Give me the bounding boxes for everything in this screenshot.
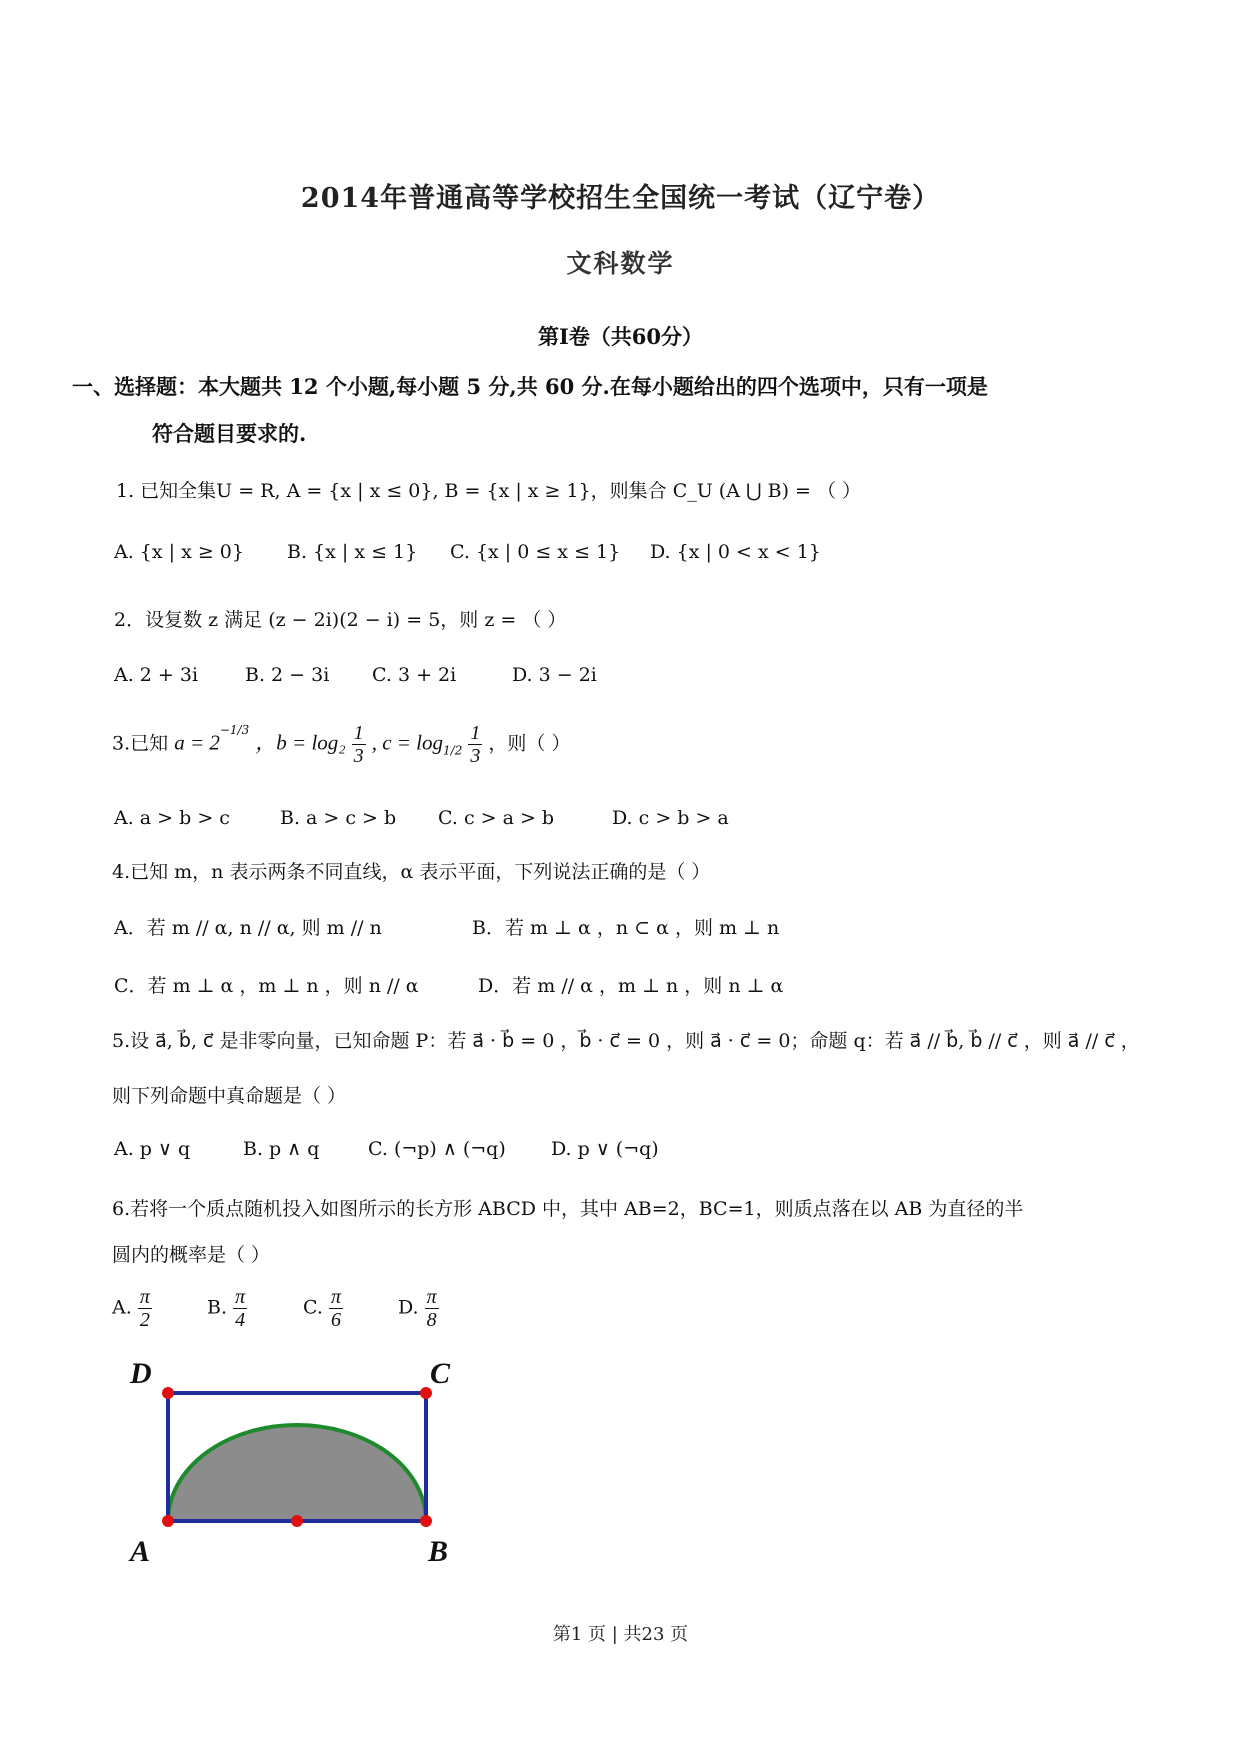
q3-suffix: ，则（ ） <box>488 732 571 755</box>
semicircle-region <box>168 1425 426 1521</box>
question-5-stem-cont: 则下列命题中真命题是（ ） <box>112 1085 347 1107</box>
exam-title: 2014年普通高等学校招生全国统一考试（辽宁卷） <box>300 183 941 214</box>
question-4-option-c: C．若 m ⊥ α ，m ⊥ n ，则 n // α <box>114 975 419 997</box>
volume-heading: 第Ⅰ卷（共60分） <box>537 324 704 349</box>
question-6-stem-cont: 圆内的概率是（ ） <box>112 1244 271 1266</box>
question-1-stem: 1. 已知全集U = R, A = {x | x ≤ 0}, B = {x | x ≥ 1}，则集合 C_U (A ⋃ B) = （ ） <box>116 480 862 502</box>
point-a <box>162 1515 174 1527</box>
question-3-option-c: C. c > a > b <box>438 807 555 829</box>
question-2-option-b: B. 2 − 3i <box>245 664 330 686</box>
point-b <box>420 1515 432 1527</box>
q3-c-expr: , c = log <box>371 730 444 755</box>
question-5-option-a: A. p ∨ q <box>114 1138 191 1160</box>
question-3-option-d: D. c > b > a <box>612 807 729 829</box>
question-6-option-a: A. $\frac{\pi}{2}$ <box>112 1286 150 1331</box>
q3-b-expr: ，b = log₂ <box>255 730 346 755</box>
q3-c-base: 1/2 <box>443 743 463 758</box>
question-6-stem: 6.若将一个质点随机投入如图所示的长方形 ABCD 中，其中 AB=2，BC=1，则质点落在以 AB 为直径的半 <box>112 1198 1024 1220</box>
label-c: C <box>430 1357 451 1390</box>
question-1-option-c: C. {x | 0 ≤ x ≤ 1} <box>450 541 621 563</box>
label-b: B <box>428 1535 449 1568</box>
q3-b-fraction: $\frac{1}{3}$ <box>353 722 364 767</box>
question-4-option-d: D．若 m // α ，m ⊥ n ，则 n ⊥ α <box>478 975 784 997</box>
question-3-stem <box>112 722 570 767</box>
question-4-option-a: A．若 m // α, n // α, 则 m // n <box>114 917 382 939</box>
question-2-stem: 2．设复数 z 满足 (z − 2i)(2 − i) = 5，则 z = （ ） <box>114 609 567 631</box>
q3-prefix: 3.已知 <box>112 732 169 755</box>
question-6-option-c: C. $\frac{\pi}{6}$ <box>303 1286 341 1331</box>
point-d <box>162 1387 174 1399</box>
page-footer: 第1 页 | 共23 页 <box>552 1624 689 1645</box>
label-d: D <box>130 1357 152 1390</box>
label-a: A <box>130 1535 151 1568</box>
question-1-option-b: B. {x | x ≤ 1} <box>287 541 418 563</box>
question-6-option-d: D. $\frac{\pi}{8}$ <box>398 1286 437 1331</box>
question-2-option-a: A. 2 + 3i <box>114 664 199 686</box>
question-4-stem: 4.已知 m，n 表示两条不同直线，α 表示平面，下列说法正确的是（ ） <box>112 861 711 883</box>
q3-a-exponent: −1/3 <box>219 723 250 738</box>
question-5-option-d: D. p ∨ (¬q) <box>551 1138 659 1160</box>
question-5-option-c: C. (¬p) ∧ (¬q) <box>368 1138 506 1160</box>
question-2-option-c: C. 3 + 2i <box>372 664 457 686</box>
exam-subtitle: 文科数学 <box>566 249 675 278</box>
q3-a-expr: a = 2 <box>174 730 220 755</box>
question-5-stem: 5.设 a⃗, b⃗, c⃗ 是非零向量，已知命题 P：若 a⃗ · b⃗ = 0 ，b⃗ · c⃗ = 0 ，则 a⃗ · c⃗ = 0；命题 q：若 a⃗ // b⃗, b⃗ // c⃗ ，则 a⃗ // c⃗ ， <box>112 1030 1140 1052</box>
question-6-option-b: B. $\frac{\pi}{4}$ <box>207 1286 246 1331</box>
question-4-option-b: B．若 m ⊥ α ，n ⊂ α ，则 m ⊥ n <box>472 917 780 939</box>
q3-c-fraction: $\frac{1}{3}$ <box>470 722 481 767</box>
question-3-option-b: B. a > c > b <box>280 807 397 829</box>
question-1-option-d: D. {x | 0 < x < 1} <box>650 541 821 563</box>
question-5-option-b: B. p ∧ q <box>243 1138 320 1160</box>
question-2-option-d: D. 3 − 2i <box>512 664 597 686</box>
section-heading-cont: 符合题目要求的. <box>152 421 307 446</box>
question-6-figure <box>120 1355 480 1570</box>
question-3-option-a: A. a > b > c <box>114 807 230 829</box>
point-center <box>291 1515 303 1527</box>
question-1-option-a: A. {x | x ≥ 0} <box>114 541 244 563</box>
section-heading: 一、选择题：本大题共 12 个小题,每小题 5 分,共 60 分.在每小题给出的四个选项中，只有一项是 <box>72 374 988 399</box>
